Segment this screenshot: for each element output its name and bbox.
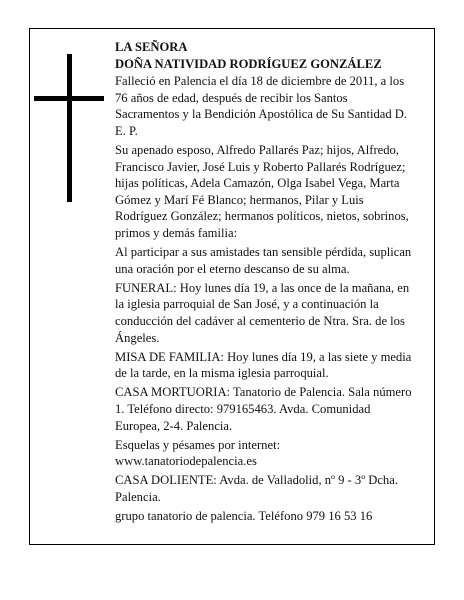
- title-line: LA SEÑORA: [115, 40, 188, 54]
- funeral-home-contact: grupo tanatorio de palencia. Teléfono 979 16 53 16: [115, 509, 373, 524]
- cross-horizontal-bar: [34, 96, 104, 101]
- funeral-info: FUNERAL: Hoy lunes día 19, a las once de la mañana, en la iglesia parroquial de San José, y a continuación la conducción del cadáver al cementerio de Ntra. Sra. de los Ángeles.: [115, 280, 410, 345]
- family-list: Su apenado esposo, Alfredo Pallarés Paz; hijos, Alfredo, Francisco Javier, José Luis y Roberto Pallarés Rodríguez; hijas políticas, Adela Camazón, Olga Isabel Vega, Marta Gómez y Marí Fé Blanco; hermanos, Pilar y Luis Rodríguez González; hermanos políticos, nietos, sobrinos, primos y demás familia:: [115, 143, 409, 241]
- family-home-info: CASA DOLIENTE: Avda. de Valladolid, nº 9 - 3º Dcha. Palencia.: [115, 473, 398, 504]
- cross-vertical-bar: [67, 54, 72, 202]
- latin-cross-icon: [34, 54, 104, 204]
- prayer-request: Al participar a sus amistades tan sensible pérdida, suplican una oración por el eterno descanso de su alma.: [115, 245, 412, 276]
- death-announcement: Falleció en Palencia el día 18 de diciembre de 2011, a los 76 años de edad, después de recibir los Santos Sacramentos y la Bendición Apostólica de Su Santidad D. E. P.: [115, 74, 408, 138]
- obituary-text: [115, 39, 415, 527]
- deceased-name: DOÑA NATIVIDAD RODRÍGUEZ GONZÁLEZ: [115, 56, 382, 71]
- online-condolences: Esquelas y pésames por internet: www.tanatoriodepalencia.es: [115, 437, 281, 469]
- mortuary-info: CASA MORTUORIA: Tanatorio de Palencia. Sala número 1. Teléfono directo: 979165463. Avda. Comunidad Europea, 2-4. Palencia.: [115, 385, 412, 433]
- family-mass-info: MISA DE FAMILIA: Hoy lunes día 19, a las siete y media de la tarde, en la misma iglesia parroquial.: [115, 349, 412, 381]
